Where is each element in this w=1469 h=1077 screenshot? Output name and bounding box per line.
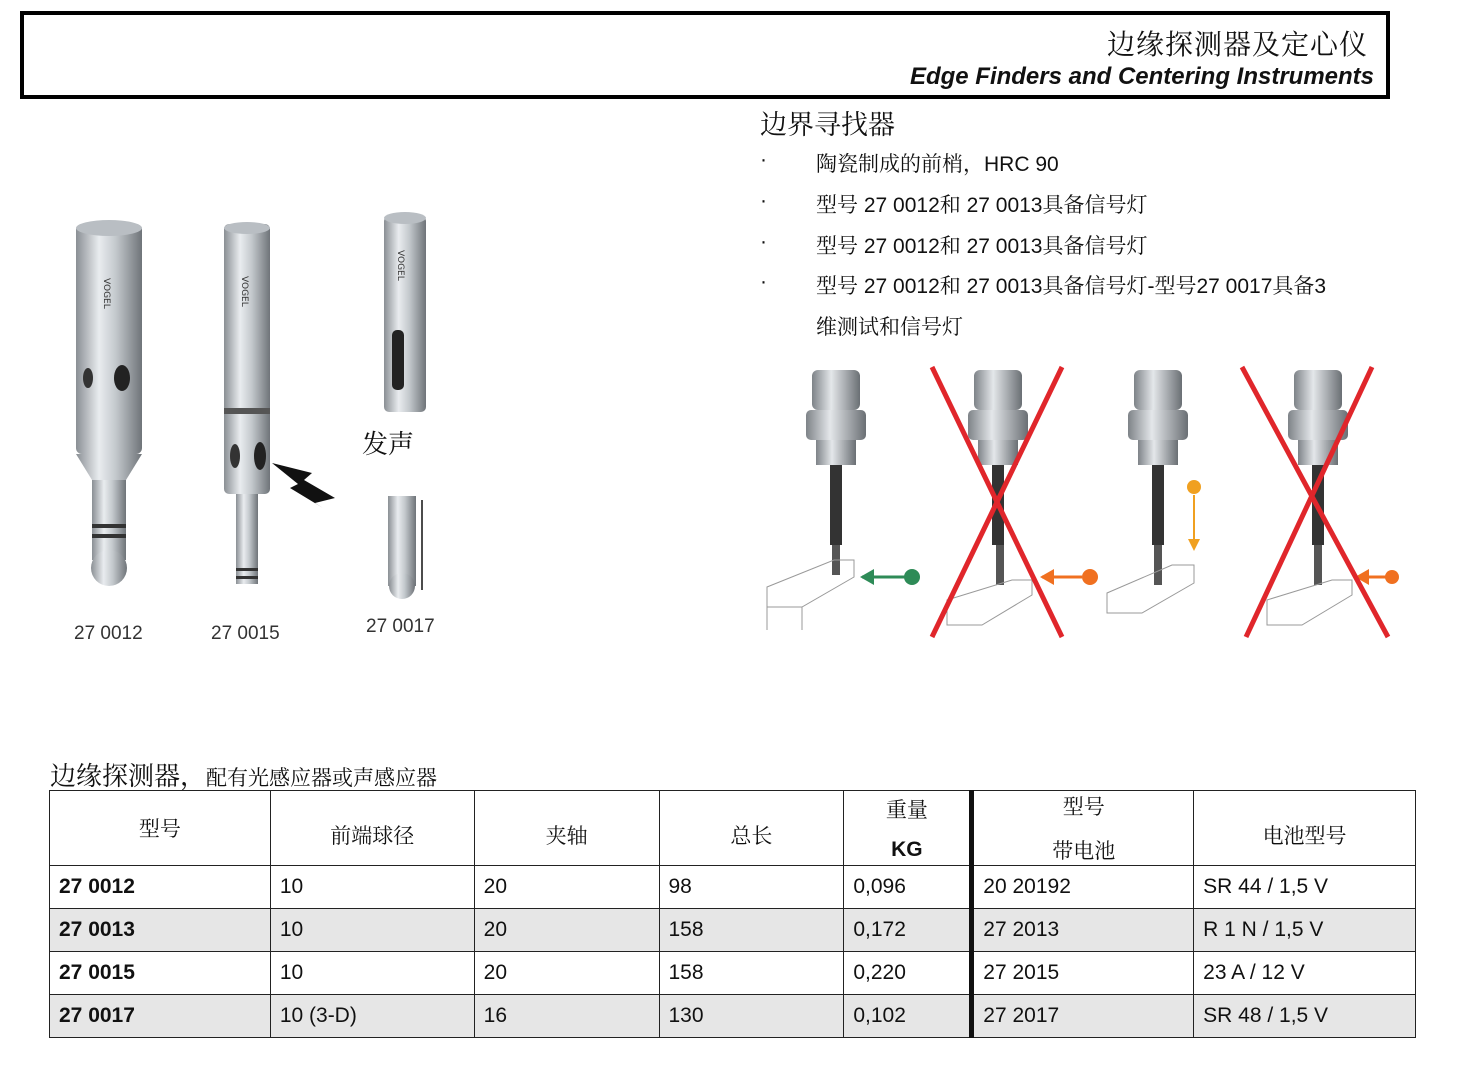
cell-weight: 0,172 — [844, 909, 972, 952]
header-total-length: 总长 — [659, 791, 844, 866]
bullet-text: 维测试和信号灯 — [816, 316, 963, 339]
header-weight: 重量 KG — [844, 791, 972, 866]
section-title: 边界寻找器 — [760, 110, 895, 140]
brand-label: VOGEL — [395, 250, 405, 281]
table-header-row — [50, 791, 1416, 866]
table-title — [50, 756, 437, 793]
cell-battery: R 1 N / 1,5 V — [1194, 909, 1416, 952]
header-tip-diameter: 前端球径 — [270, 791, 474, 866]
bullet-dot: · — [760, 148, 767, 171]
product-label-27-0017: 27 0017 — [366, 616, 435, 637]
table-title-sub: 配有光感应器或声感应器 — [206, 767, 438, 790]
cell-model-battery: 27 2015 — [972, 952, 1194, 995]
cell-tip: 10 (3-D) — [270, 995, 474, 1038]
cell-model: 27 0015 — [50, 952, 271, 995]
cell-weight: 0,102 — [844, 995, 972, 1038]
cell-length: 130 — [659, 995, 844, 1038]
header-battery-type: 电池型号 — [1194, 791, 1416, 866]
bullet-dot: · — [760, 189, 767, 212]
edge-finder-27-0012-image — [70, 218, 150, 598]
header-model: 型号 — [50, 791, 271, 866]
cell-shank: 20 — [474, 866, 659, 909]
sound-wave-icon — [272, 463, 335, 508]
brand-label: VOGEL — [239, 276, 249, 307]
bullet-text: 陶瓷制成的前梢，HRC 90 — [816, 153, 1059, 176]
cell-shank: 20 — [474, 952, 659, 995]
bullet-dot: · — [760, 230, 767, 253]
cell-length: 158 — [659, 952, 844, 995]
cell-model: 27 0013 — [50, 909, 271, 952]
diagram-panel-wrong-1 — [932, 367, 1098, 637]
cell-model: 27 0017 — [50, 995, 271, 1038]
cell-tip: 10 — [270, 866, 474, 909]
header-box — [20, 11, 1390, 99]
bullet-text: 型号 27 0012和 27 0013具备信号灯-型号27 0017具备3 — [816, 275, 1327, 298]
spec-table — [49, 790, 1416, 1038]
cell-battery: 23 A / 12 V — [1194, 952, 1416, 995]
table-title-main: 边缘探测器， — [50, 761, 207, 791]
bullet-text: 型号 27 0012和 27 0013具备信号灯 — [816, 235, 1148, 258]
cell-length: 158 — [659, 909, 844, 952]
edge-finder-27-0015-image — [220, 218, 350, 598]
table-row — [50, 909, 1416, 952]
cell-shank: 16 — [474, 995, 659, 1038]
cell-model-battery: 27 2017 — [972, 995, 1194, 1038]
product-label-27-0012: 27 0012 — [74, 623, 143, 644]
sound-label: 发声 — [362, 429, 415, 459]
cell-tip: 10 — [270, 952, 474, 995]
cell-model-battery: 20 20192 — [972, 866, 1194, 909]
bullet-dot: · — [760, 270, 767, 293]
usage-diagram — [762, 355, 1402, 645]
page-title-zh: 边缘探测器及定心仪 — [1106, 29, 1368, 60]
diagram-panel-wrong-2 — [1242, 367, 1399, 637]
page-title-en: Edge Finders and Centering Instruments — [909, 63, 1374, 90]
table-row — [50, 995, 1416, 1038]
diagram-panel-correct-1 — [767, 370, 920, 630]
header-model-battery: 型号 带电池 — [972, 791, 1194, 866]
brand-label: VOGEL — [101, 278, 111, 309]
cell-battery: SR 48 / 1,5 V — [1194, 995, 1416, 1038]
cell-battery: SR 44 / 1,5 V — [1194, 866, 1416, 909]
cell-model-battery: 27 2013 — [972, 909, 1194, 952]
diagram-panel-correct-2 — [1107, 370, 1201, 613]
cell-tip: 10 — [270, 909, 474, 952]
cell-length: 98 — [659, 866, 844, 909]
cell-weight: 0,096 — [844, 866, 972, 909]
cell-shank: 20 — [474, 909, 659, 952]
table-row — [50, 952, 1416, 995]
cell-weight: 0,220 — [844, 952, 972, 995]
header-shank: 夹轴 — [474, 791, 659, 866]
table-row — [50, 866, 1416, 909]
cell-model: 27 0012 — [50, 866, 271, 909]
product-label-27-0015: 27 0015 — [211, 623, 280, 644]
bullet-text: 型号 27 0012和 27 0013具备信号灯 — [816, 194, 1148, 217]
edge-finder-27-0017-image — [378, 210, 438, 610]
